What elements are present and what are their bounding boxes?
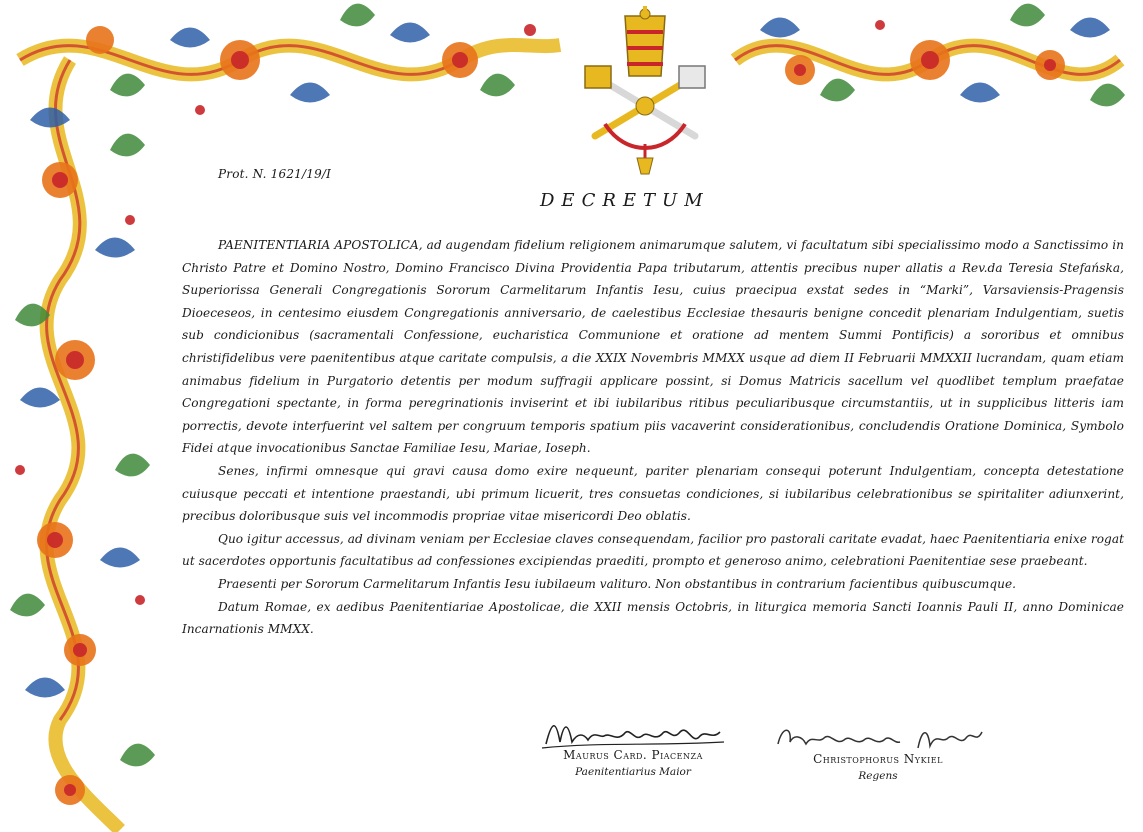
handwritten-signature-piacenza — [538, 712, 728, 752]
decree-body — [182, 234, 1124, 641]
protocol-number: Prot. N. 1621/19/I — [218, 167, 332, 181]
top-right-border-vine — [735, 4, 1125, 107]
signatory-role: Regens — [858, 770, 898, 782]
left-border-vine — [10, 60, 155, 830]
papal-coat-of-arms-icon — [575, 6, 715, 176]
decree-paragraph: Praesenti per Sororum Carmelitarum Infantis Iesu iubilaeum valituro. Non obstantibus in contrarium facientibus quibuscumque. — [218, 576, 1017, 591]
signatory-name: Christophorus Nykiel — [813, 752, 943, 766]
signatory-name: Maurus Card. Piacenza — [563, 748, 703, 762]
decree-paragraph: Senes, infirmi omnesque qui gravi causa domo exire nequeunt, pariter plenariam consequi poterunt Indulgentiam, concepta detestatione cuiusque peccati et intentione praestandi, ubi primum licuerit, tres consuetas condiciones, si iubilaribus celebrationibus se spiritaliter adiunxerint, precibus doloribusque suis vel incommodis propriae vitae misericordi Deo oblatis. — [182, 463, 1124, 524]
top-left-border-vine — [20, 4, 560, 115]
signature-block-nykiel — [768, 722, 988, 782]
handwritten-signature-nykiel — [768, 722, 988, 756]
decree-paragraph: Quo igitur accessus, ad divinam veniam per Ecclesiae claves consequendam, facilior pro pastorali caritate evadat, haec Paenitentiaria enixe rogat ut sacerdotes opportunis facultatibus ad confessiones excipiendas praediti, prompto et generoso animo, celebrationi Paenitentiae sese praebeant. — [182, 531, 1124, 569]
decree-paragraph: PAENITENTIARIA APOSTOLICA, ad augendam fidelium religionem animarumque salutem, vi facultatum sibi specialissimo modo a Sanctissimo in Christo Patre et Domino Nostro, Domino Francisco Divina Providentia Papa tributarum, attentis precibus nuper allatis a Rev.da Teresia Stefańska, Superiorissa Generali Congregationis Sororum Carmelitarum Infantis Iesu, cuius praecipua exstat sedes in “Marki”, Varsaviensis-Pragensis Dioeceseos, in centesimo eiusdem Congregationis anniversario, de caelestibus Ecclesiae thesauris benigne concedit plenariam Indulgentiam, suetis sub condicionibus (sacramentali Confessione, eucharistica Communione et oratione ad mentem Summi Pontificis) a sororibus et omnibus christifidelibus vere paenitentibus atque caritate compulsis, a die XXIX Novembris MMXX usque ad diem II Februarii MMXXII lucrandam, quam etiam animabus fidelium in Purgatorio detentis per modum suffragii applicare possint, si Domus Matricis sacellum vel quodlibet templum praefatae Congregationi spectante, in forma peregrinationis inviserint et ibi iubilaribus ritibus peculiaribusque circumstantiis, ut in supplicibus litteris iam porrectis, devote interfuerint vel saltem per congruum temporis spatium piis vacaverint considerationibus, concludendis Oratione Dominica, Symbolo Fidei atque invocationibus Sanctae Familiae Iesu, Mariae, Ioseph. — [182, 238, 1124, 456]
signatory-role: Paenitentiarius Maior — [575, 766, 691, 778]
decree-paragraph: Datum Romae, ex aedibus Paenitentiariae Apostolicae, die XXII mensis Octobris, in liturgica memoria Sancti Ioannis Pauli II, anno Dominicae Incarnationis MMXX. — [182, 599, 1124, 637]
decree-title: DECRETUM — [540, 190, 710, 211]
signature-block-piacenza — [538, 712, 728, 778]
